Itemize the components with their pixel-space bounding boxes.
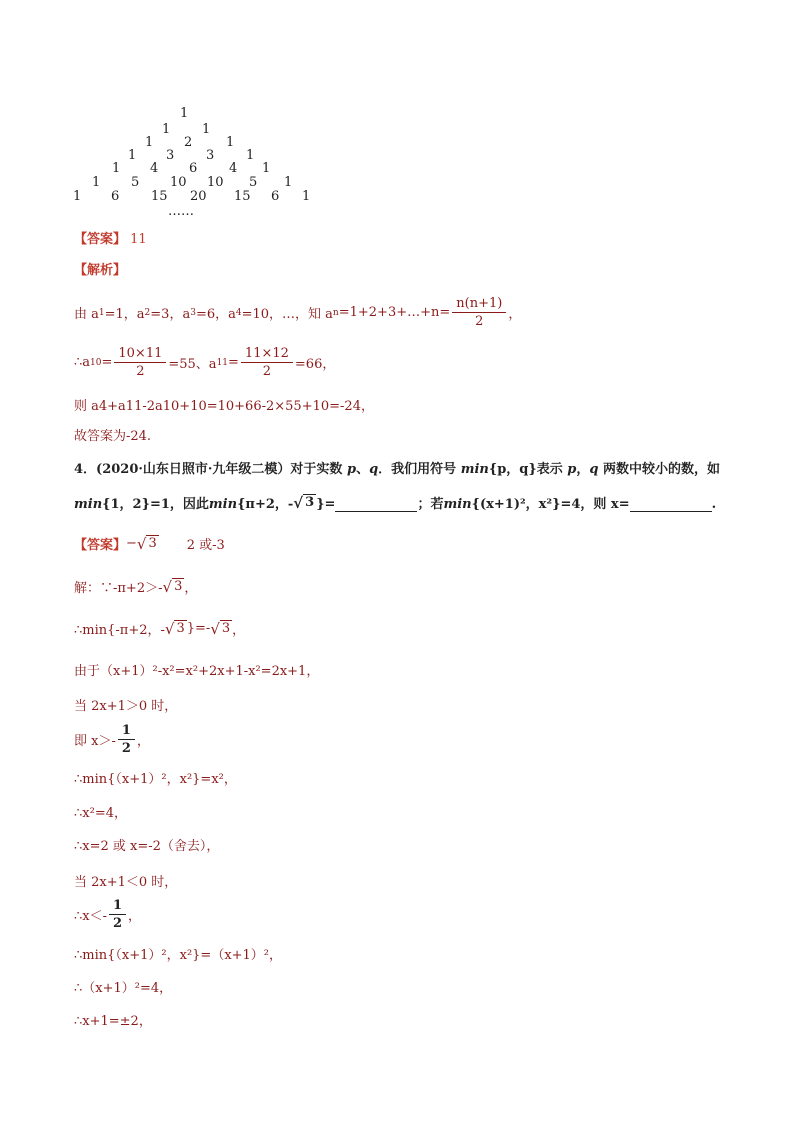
fraction-numerator: 10×11	[114, 346, 166, 363]
answer-blank[interactable]	[335, 497, 417, 512]
tri-cell: 10	[170, 175, 187, 190]
text: min	[443, 497, 472, 512]
solution-line: ∴（x+1）²=4，	[74, 981, 173, 996]
fraction-numerator: 1	[118, 723, 135, 740]
sqrt-expression: √ 3	[162, 577, 183, 596]
fraction-numerator: 11×12	[241, 346, 293, 363]
solution-line	[74, 723, 150, 756]
tri-cell: 1	[145, 135, 154, 150]
fraction-numerator: n(n+1)	[452, 296, 506, 313]
radicand: 3	[221, 620, 231, 636]
solution-line: 由 a 1 =1，a 2 =3，a 3 =6，a 4 =10，…，知 a n =1+2+3+…+n= $\frac{n(n+1)}{2}$ ，	[74, 296, 522, 329]
sqrt-expression: √ 3	[210, 619, 231, 638]
fraction	[452, 296, 506, 329]
solution-line: ∴x²=4，	[74, 806, 127, 821]
tri-cell: 1	[302, 189, 311, 204]
text: {π+2，-	[237, 497, 294, 512]
fraction	[109, 898, 126, 931]
text: min	[460, 462, 489, 477]
tri-cell: 6	[189, 161, 198, 176]
text: }=	[316, 497, 336, 512]
tri-cell: 1	[246, 148, 255, 163]
fraction	[118, 723, 135, 756]
tri-cell: 4	[150, 161, 159, 176]
text: =1+2+3+…+n=	[338, 305, 451, 320]
text: min	[208, 497, 238, 512]
text: p	[346, 462, 357, 477]
tri-cell: 6	[111, 189, 120, 204]
solution-line	[74, 577, 197, 596]
analysis-tag: 【解析】	[74, 263, 127, 278]
text: }=-	[186, 621, 211, 636]
tri-cell: 1	[226, 135, 235, 150]
text: q	[369, 462, 379, 477]
text: 两数中较小的数，如	[598, 462, 721, 477]
tri-cell: 1	[128, 148, 137, 163]
text: ，	[184, 581, 198, 596]
tri-cell: 1	[180, 106, 189, 121]
question-title	[74, 458, 720, 477]
text: =6，a	[195, 307, 236, 322]
solution-line: 故答案为-24.	[74, 429, 152, 444]
answer-row	[74, 534, 225, 553]
answer-tag: 【答案】	[74, 232, 127, 247]
fraction-denominator: 2	[113, 916, 123, 931]
tri-cell: 1	[262, 161, 271, 176]
tri-cell: 6	[271, 189, 280, 204]
fraction-denominator: 2	[121, 741, 131, 756]
solution-line	[74, 619, 245, 638]
tri-cell: 1	[202, 122, 211, 137]
solution-line: ∴a 10 = $\frac{10\times 11}{2}$ =55、a 11 = $\frac{11\times 12}{2}$ =66，	[74, 346, 336, 379]
fraction	[114, 346, 166, 379]
text: ∴x＜-	[74, 909, 107, 924]
tri-cell: 1	[284, 175, 293, 190]
solution-line: 当 2x+1＞0 时，	[74, 699, 178, 714]
answer-tag: 【答案】	[74, 538, 127, 553]
text: =1，a	[104, 307, 145, 322]
tri-cell: 20	[190, 189, 207, 204]
text: 即 x＞-	[74, 734, 116, 749]
tri-cell: 15	[234, 189, 251, 204]
tri-cell: 1	[73, 189, 82, 204]
tri-cell: 5	[249, 175, 258, 190]
answer-blank[interactable]	[630, 497, 712, 512]
sqrt-expression: √ 3	[293, 494, 315, 512]
text: 解：∵-π+2＞-	[74, 581, 163, 596]
tri-cell: 3	[166, 148, 175, 163]
text: .	[711, 497, 717, 512]
tri-cell: 1	[112, 161, 121, 176]
text: {p，q}表示	[488, 462, 568, 477]
tri-cell: 3	[206, 148, 215, 163]
text: =3，a	[150, 307, 191, 322]
text: 4．(2020·山东日照市·九年级二模）对于实数	[74, 462, 347, 477]
radicand: 3	[148, 535, 157, 551]
tri-cell: 5	[131, 175, 140, 190]
text: {1，2}=1，因此	[102, 497, 209, 512]
text: =66，	[294, 357, 336, 372]
question-line	[74, 493, 716, 512]
radicand: 3	[305, 495, 315, 510]
text: 由 a	[74, 307, 99, 322]
text: ，	[136, 734, 150, 749]
radicand: 3	[174, 578, 183, 594]
fraction-denominator: 2	[475, 314, 484, 329]
solution-line	[74, 898, 141, 931]
fraction-numerator: 1	[109, 898, 126, 915]
fraction-denominator: 2	[136, 364, 145, 379]
fraction	[241, 346, 293, 379]
text: −	[126, 536, 137, 551]
text: =10，…，知 a	[241, 307, 333, 322]
tri-cell: 1	[92, 175, 101, 190]
radicand: 3	[176, 620, 185, 636]
solution-line: 当 2x+1＜0 时，	[74, 875, 178, 890]
sqrt-expression: √ 3	[164, 619, 185, 638]
text: {(x+1)²，x²}=4，则 x=	[471, 497, 630, 512]
text: min	[74, 497, 103, 512]
text: ∴a	[74, 355, 91, 370]
tri-cell: 2	[184, 135, 193, 150]
text: ，	[576, 462, 590, 477]
text: ∴min{-π+2，-	[74, 623, 165, 638]
tri-cell: 10	[207, 175, 224, 190]
solution-line: 由于（x+1）²-x²=x²+2x+1-x²=2x+1，	[74, 664, 320, 679]
text: ；若	[417, 497, 444, 512]
tri-cell: 4	[229, 161, 238, 176]
solution-line: ∴min{（x+1）²，x²}=x²，	[74, 772, 237, 787]
text: =55、a	[168, 357, 217, 372]
solution-line: ∴min{（x+1）²，x²}=（x+1）²，	[74, 948, 283, 963]
text: 、	[356, 462, 370, 477]
answer-value: 11	[130, 232, 147, 247]
answer-value: 2 或-3	[186, 538, 225, 553]
text: ，	[232, 623, 246, 638]
answer-row	[74, 228, 147, 247]
text: p	[567, 462, 577, 477]
fraction-denominator: 2	[262, 364, 272, 379]
tri-ellipsis: ……	[168, 204, 194, 219]
sqrt-expression: √ 3	[136, 534, 157, 553]
text: ，	[128, 909, 142, 924]
text: q	[589, 462, 599, 477]
text: ，	[508, 307, 522, 322]
solution-line: ∴x=2 或 x=-2（舍去），	[74, 839, 220, 854]
solution-line: ∴x+1=±2，	[74, 1014, 152, 1029]
tri-cell: 15	[151, 189, 168, 204]
text: ．我们用符号	[378, 462, 461, 477]
tri-cell: 1	[162, 122, 171, 137]
solution-line: 则 a4+a11-2a10+10=10+66-2×55+10=-24，	[74, 399, 374, 414]
